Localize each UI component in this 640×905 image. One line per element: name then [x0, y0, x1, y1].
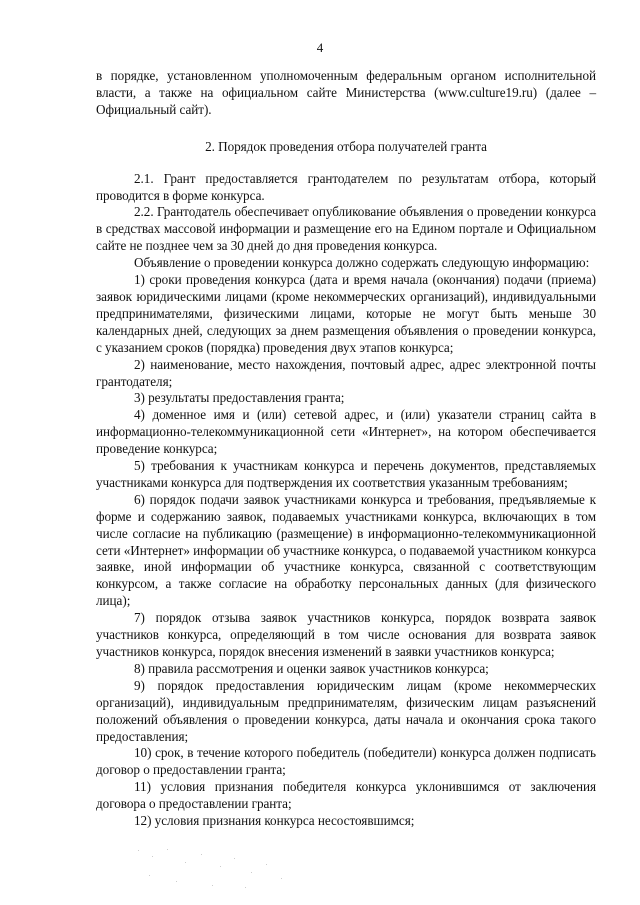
list-item-2: 2) наименование, место нахождения, почтовый адрес, адрес электронной почты грантодателя;: [96, 356, 596, 389]
list-item-3: 3) результаты предоставления гранта;: [134, 390, 345, 406]
list-item-9: 9) порядок предоставления юридическим лицам (кроме некоммерческих организаций), индивидуальным предпринимателям, физическим лицам разъяснений положений объявления о проведении конкурса, даты начала и окончания срока такого предоставления;: [96, 677, 596, 744]
page-number: 4: [316, 40, 324, 55]
list-item-8: 8) правила рассмотрения и оценки заявок участников конкурса;: [134, 660, 489, 676]
announcement-intro: Объявление о проведении конкурса должно содержать следующую информацию:: [134, 255, 590, 271]
clause-2-2: 2.2. Грантодатель обеспечивает опубликование объявления о проведении конкурса в средствах массовой информации и размещение его на Едином портале и Официальном сайте не позднее чем за 30 дней до дня проведения конкурса.: [96, 204, 596, 254]
list-item-4: 4) доменное имя и (или) сетевой адрес, и (или) указатели страниц сайта в информационно-телекоммуникационной сети «Интернет», на котором обеспечивается проведение конкурса;: [96, 407, 596, 457]
intro-paragraph: в порядке, установленном уполномоченным федеральным органом исполнительной власти, а также на официальном сайте Министерства (www.culture19.ru) (далее – Официальный сайт).: [96, 68, 596, 117]
list-item-5: 5) требования к участникам конкурса и перечень документов, представляемых участниками конкурса для подтверждения их соответствия указанным требованиям;: [96, 458, 596, 490]
list-item-12: 12) условия признания конкурса несостоявшимся;: [134, 813, 415, 829]
list-item-11: 11) условия признания победителя конкурса уклонившимся от заключения договора о предоставлении гранта;: [96, 779, 596, 812]
section-heading: 2. Порядок проведения отбора получателей гранта: [205, 138, 487, 154]
scan-artifact: [130, 846, 300, 891]
list-item-1: 1) сроки проведения конкурса (дата и время начала (окончания) подачи (приема) заявок юридическими лицами (кроме некоммерческих организаций), индивидуальными предпринимателями, физическими лицами, которые не могут быть меньше 30 календарных дней, следующих за днем размещения объявления о проведении конкурса, с указанием сроков (порядка) проведения двух этапов конкурса;: [96, 272, 596, 355]
document-body: [96, 68, 596, 830]
list-item-7: 7) порядок отзыва заявок участников конкурса, порядок возврата заявок участников конкурса, определяющий в том числе основания для возврата заявок участников конкурса, порядок внесения изменений в заявки участников конкурса;: [96, 610, 596, 659]
list-item-10: 10) срок, в течение которого победитель (победители) конкурса должен подписать договор о предоставлении гранта;: [96, 745, 596, 778]
list-item-6: 6) порядок подачи заявок участниками конкурса и требования, предъявляемые к форме и содержанию заявок, подаваемых участниками конкурса, включающих в том числе согласие на публикацию (размещение) в информационно-телекоммуникационной сети «Интернет» информации об участнике конкурса, о подаваемой участником конкурса заявке, иной информации об участнике конкурса, связанной с соответствующим конкурсом, а также согласие на обработку персональных данных (для физического лица);: [96, 491, 596, 609]
clause-2-1: 2.1. Грант предоставляется грантодателем по результатам отбора, который проводится в форме конкурса.: [96, 170, 596, 203]
